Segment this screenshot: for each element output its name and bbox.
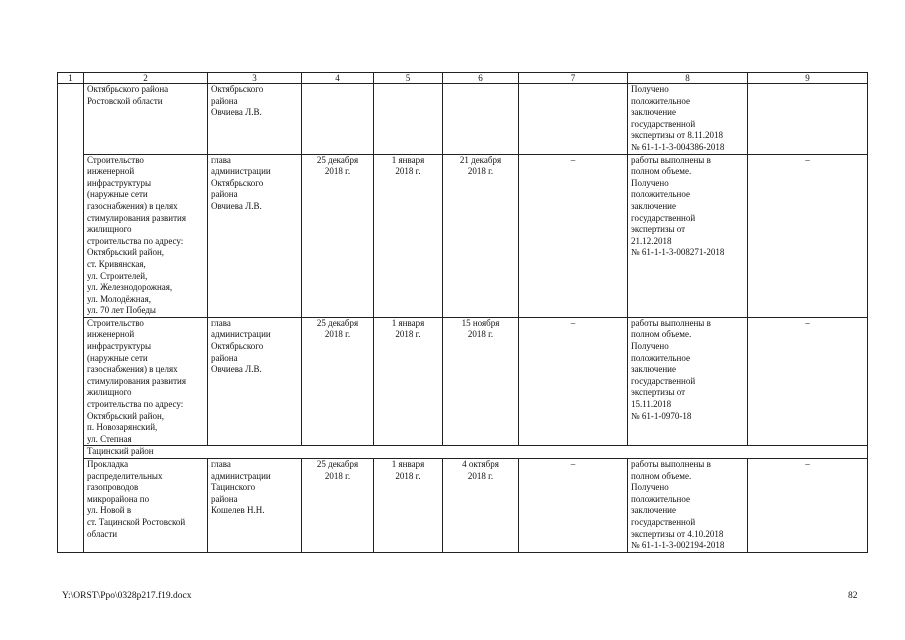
end-date-cell: 4 октября 2018 г.: [443, 459, 519, 553]
footer-file-path: Y:\ORST\Ppo\0328p217.f19.docx: [62, 591, 192, 601]
start-date-cell: 1 января 2018 г.: [374, 317, 443, 446]
status-cell: Получено положительное заключение государственной экспертизы от 8.11.2018 № 61-1-1-3-004386-2018: [628, 84, 748, 155]
status-cell: работы выполнены в полном объеме. Получено положительное заключение государственной экспертизы от 21.12.2018 № 61-1-1-3-008271-2018: [628, 154, 748, 317]
table-row: [58, 84, 868, 155]
table-row: [58, 154, 868, 317]
status-cell: работы выполнены в полном объеме. Получено положительное заключение государственной экспертизы от 15.11.2018 № 61-1-0970-18: [628, 317, 748, 446]
col7-cell: [519, 84, 628, 155]
report-table: [57, 72, 868, 553]
end-date-cell: 15 ноября 2018 г.: [443, 317, 519, 446]
column-number: 7: [519, 73, 628, 84]
column-number: 2: [84, 73, 208, 84]
column-number: 6: [443, 73, 519, 84]
column-number: 5: [374, 73, 443, 84]
region-row: [58, 446, 868, 459]
col9-cell: –: [748, 459, 868, 553]
region-heading: Тацинский район: [84, 446, 868, 459]
col9-cell: –: [748, 154, 868, 317]
responsible-cell: глава администрации Тацинского района Кошелев Н.Н.: [208, 459, 302, 553]
end-date-cell: [443, 84, 519, 155]
start-date-cell: 1 января 2018 г.: [374, 459, 443, 553]
object-name-cell: Октябрьского района Ростовской области: [84, 84, 208, 155]
column-number: 9: [748, 73, 868, 84]
object-name-cell: Строительство инженерной инфраструктуры (наружные сети газоснабжения) в целях стимулирования развития жилищного строительства по адресу: Октябрьский район, п. Новозарянский, ул. Степная: [84, 317, 208, 446]
start-date-cell: [374, 84, 443, 155]
column-number-row: [58, 73, 868, 84]
column-number: 3: [208, 73, 302, 84]
start-date-cell: 1 января 2018 г.: [374, 154, 443, 317]
table-row: [58, 459, 868, 553]
col9-cell: –: [748, 317, 868, 446]
deadline-cell: 25 декабря 2018 г.: [302, 459, 374, 553]
column-number: 8: [628, 73, 748, 84]
number-cell: [58, 84, 84, 553]
responsible-cell: Октябрьского района Овчиева Л.В.: [208, 84, 302, 155]
deadline-cell: 25 декабря 2018 г.: [302, 154, 374, 317]
deadline-cell: [302, 84, 374, 155]
col7-cell: –: [519, 317, 628, 446]
col9-cell: [748, 84, 868, 155]
page-number: 82: [848, 591, 858, 601]
table-row: [58, 317, 868, 446]
column-number: 4: [302, 73, 374, 84]
responsible-cell: глава администрации Октябрьского района Овчиева Л.В.: [208, 154, 302, 317]
deadline-cell: 25 декабря 2018 г.: [302, 317, 374, 446]
column-number: 1: [58, 73, 84, 84]
object-name-cell: Строительство инженерной инфраструктуры (наружные сети газоснабжения) в целях стимулирования развития жилищного строительства по адресу: Октябрьский район, ст. Кривянская, ул. Строителей, ул. Железнодорожная, ул. Молодёжная, ул. 70 лет Победы: [84, 154, 208, 317]
status-cell: работы выполнены в полном объеме. Получено положительное заключение государственной экспертизы от 4.10.2018 № 61-1-1-3-002194-2018: [628, 459, 748, 553]
end-date-cell: 21 декабря 2018 г.: [443, 154, 519, 317]
object-name-cell: Прокладка распределительных газопроводов микрорайона по ул. Новой в ст. Тацинской Ростовской области: [84, 459, 208, 553]
responsible-cell: глава администрации Октябрьского района Овчиева Л.В.: [208, 317, 302, 446]
col7-cell: –: [519, 154, 628, 317]
col7-cell: –: [519, 459, 628, 553]
